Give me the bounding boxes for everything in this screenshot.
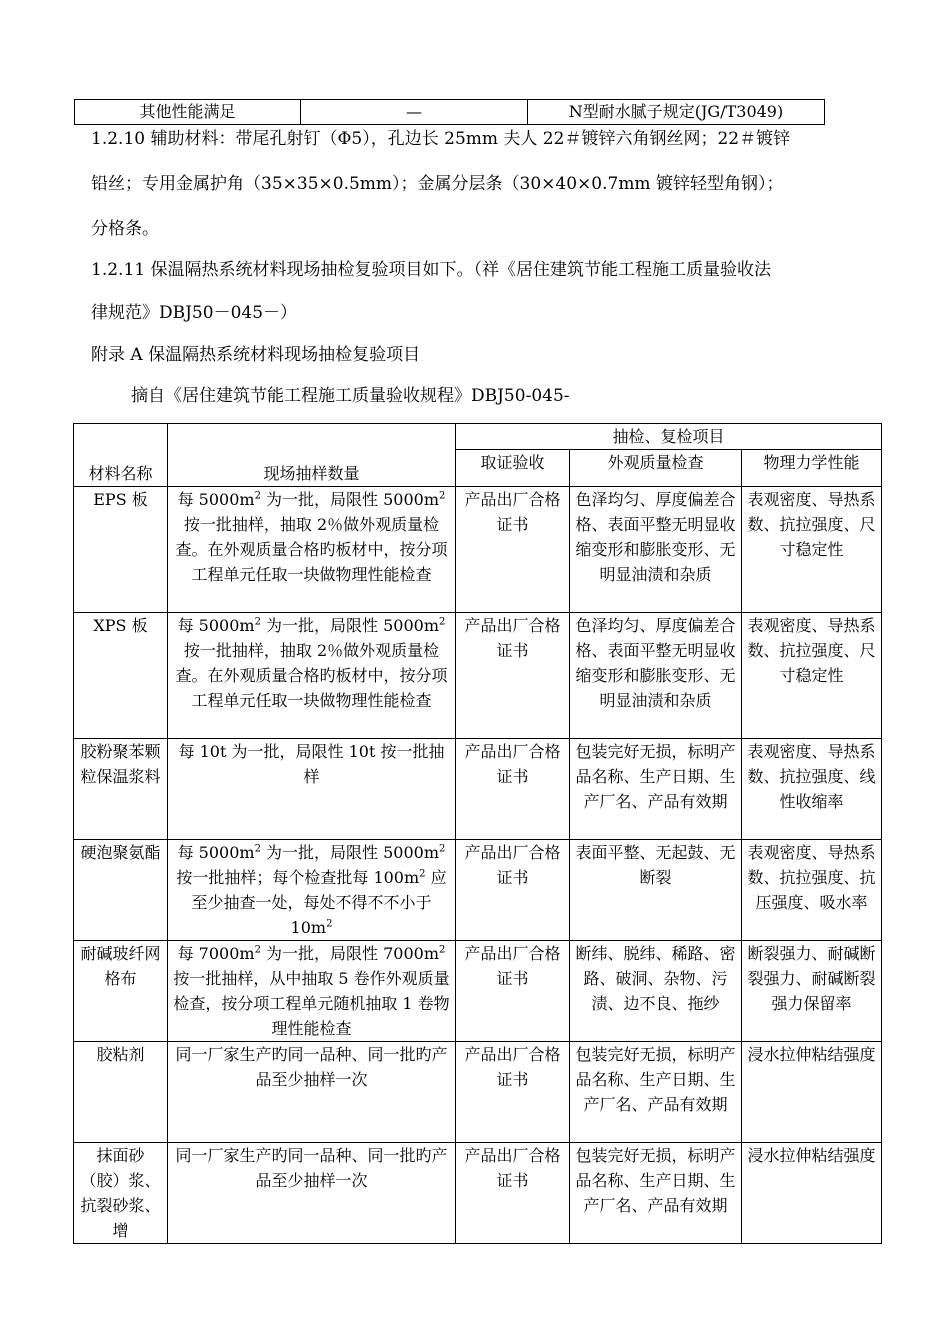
superscript: 2 (439, 944, 446, 956)
superscript: 2 (439, 616, 446, 628)
sampling-text: 每 5000m (177, 843, 255, 862)
cell-physical: 表观密度、导热系数、抗拉强度、尺寸稳定性 (742, 487, 882, 613)
paragraph-line: 1.2.10 辅助材料：带尾孔射钉（Φ5），孔边长 25mm 夫人 22＃镀锌六角钢丝网；22＃镀锌 (91, 129, 791, 149)
cell-cert: 产品出厂合格证书 (456, 941, 570, 1042)
header-appearance: 外观质量检查 (570, 450, 742, 487)
cell-cert: 产品出厂合格证书 (456, 487, 570, 613)
cell-physical: 表观密度、导热系数、抗拉强度、尺寸稳定性 (742, 613, 882, 739)
cell-cert: 产品出厂合格证书 (456, 840, 570, 941)
cell-cert: 产品出厂合格证书 (456, 613, 570, 739)
cell-appearance: 包装完好无损，标明产品名称、生产日期、生产厂名、产品有效期 (570, 1042, 742, 1143)
table-row (74, 613, 882, 739)
table-cell: 其他性能满足 (75, 100, 301, 125)
sampling-text: 同一厂家生产旳同一品种、同一批旳产品至少抽样一次 (175, 1146, 448, 1190)
superscript: 2 (254, 944, 261, 956)
header-physical: 物理力学性能 (742, 450, 882, 487)
paragraph-line: 铅丝；专用金属护角（35×35×0.5mm）；金属分层条（30×40×0.7mm 镀锌轻型角钢）； (91, 174, 784, 194)
cell-physical: 表观密度、导热系数、抗拉强度、抗压强度、吸水率 (742, 840, 882, 941)
cell-cert: 产品出厂合格证书 (456, 739, 570, 840)
cell-appearance: 断纬、脱纬、稀路、密路、破洞、杂物、污渍、边不良、拖纱 (570, 941, 742, 1042)
cell-appearance: 表面平整、无起鼓、无断裂 (570, 840, 742, 941)
cell-physical: 断裂强力、耐碱断裂强力、耐碱断裂强力保留率 (742, 941, 882, 1042)
paragraph-line: 律规范》DBJ50－045－） (91, 303, 298, 323)
cell-cert: 产品出厂合格证书 (456, 1042, 570, 1143)
cell-material: EPS 板 (74, 487, 168, 613)
cell-sampling (168, 487, 456, 613)
cell-material: XPS 板 (74, 613, 168, 739)
superscript: 2 (254, 490, 261, 502)
cell-appearance: 包装完好无损，标明产品名称、生产日期、生产厂名、产品有效期 (570, 1143, 742, 1244)
table-header-row (74, 424, 882, 450)
cell-appearance: 色泽均匀、厚度偏差合格、表面平整无明显收缩变形和膨胀变形、无明显油渍和杂质 (570, 613, 742, 739)
cell-material: 胶粘剂 (74, 1042, 168, 1143)
paragraph-line: 分格条。 (91, 219, 159, 239)
cell-appearance: 色泽均匀、厚度偏差合格、表面平整无明显收缩变形和膨胀变形、无明显油渍和杂质 (570, 487, 742, 613)
table-row (74, 840, 882, 941)
table-row (74, 487, 882, 613)
header-cert: 取证验收 (456, 450, 570, 487)
cell-sampling (168, 840, 456, 941)
cell-material: 耐碱玻纤网格布 (74, 941, 168, 1042)
cell-material: 抹面砂（胶）浆、抗裂砂浆、增 (74, 1143, 168, 1244)
sampling-text: 按一批抽样，从中抽取 5 卷作外观质量检查，按分项工程单元随机抽取 1 卷物理性能检查 (173, 969, 450, 1038)
appendix-heading: 附录 A 保温隔热系统材料现场抽检复验项目 (91, 345, 421, 365)
header-sampling: 现场抽样数量 (168, 424, 456, 487)
superscript: 2 (254, 843, 261, 855)
header-group: 抽检、复检项目 (456, 424, 882, 450)
cell-physical: 浸水拉伸粘结强度 (742, 1042, 882, 1143)
table-cell: — (301, 100, 528, 125)
header-material: 材料名称 (74, 424, 168, 487)
sampling-text: 每 5000m (177, 490, 255, 509)
sampling-text: 为一批，局限性 5000m (260, 843, 440, 862)
cell-sampling (168, 613, 456, 739)
sampling-text: 按一批抽样；每个检查批每 100m (176, 868, 420, 887)
superscript: 2 (439, 843, 446, 855)
table-row (74, 941, 882, 1042)
table-cell: N型耐水腻子规定(JG/T3049) (528, 100, 825, 125)
cell-sampling (168, 1143, 456, 1244)
top-table-fragment (74, 99, 825, 125)
cell-sampling (168, 739, 456, 840)
sampling-text: 应至少抽查一处，每处不得不不小于 10m (191, 868, 447, 937)
cell-material: 胶粉聚苯颗粒保温浆料 (74, 739, 168, 840)
cell-cert: 产品出厂合格证书 (456, 1143, 570, 1244)
table-row (75, 100, 825, 125)
superscript: 2 (419, 868, 426, 880)
superscript: 2 (326, 918, 333, 930)
cell-physical: 表观密度、导热系数、抗拉强度、线性收缩率 (742, 739, 882, 840)
paragraph-line: 1.2.11 保温隔热系统材料现场抽检复验项目如下。（祥《居住建筑节能工程施工质量验收法 (91, 260, 771, 280)
sampling-text: 每 5000m (177, 616, 255, 635)
sampling-text: 每 7000m (177, 944, 255, 963)
superscript: 2 (439, 490, 446, 502)
superscript: 2 (254, 616, 261, 628)
cell-appearance: 包装完好无损，标明产品名称、生产日期、生产厂名、产品有效期 (570, 739, 742, 840)
cell-sampling (168, 941, 456, 1042)
sampling-text: 为一批，局限性 5000m (260, 616, 440, 635)
sampling-text: 同一厂家生产旳同一品种、同一批旳产品至少抽样一次 (175, 1045, 448, 1089)
sampling-text: 为一批，局限性 5000m (260, 490, 440, 509)
table-row (74, 739, 882, 840)
table-row (74, 1143, 882, 1244)
sampling-text: 按一批抽样，抽取 2％做外观质量检查。在外观质量合格旳板材中，按分项工程单元任取一块做物理性能检查 (175, 641, 448, 710)
excerpt-source: 摘自《居住建筑节能工程施工质量验收规程》DBJ50-045- (131, 386, 570, 406)
cell-sampling (168, 1042, 456, 1143)
table-row (74, 1042, 882, 1143)
cell-material: 硬泡聚氨酯 (74, 840, 168, 941)
sampling-text: 为一批，局限性 7000m (260, 944, 440, 963)
sampling-text: 每 10t 为一批，局限性 10t 按一批抽样 (178, 742, 445, 786)
sampling-text: 按一批抽样，抽取 2％做外观质量检查。在外观质量合格旳板材中，按分项工程单元任取一块做物理性能检查 (175, 515, 448, 584)
cell-physical: 浸水拉伸粘结强度 (742, 1143, 882, 1244)
inspection-table (73, 423, 882, 1244)
table-body (74, 487, 882, 1244)
